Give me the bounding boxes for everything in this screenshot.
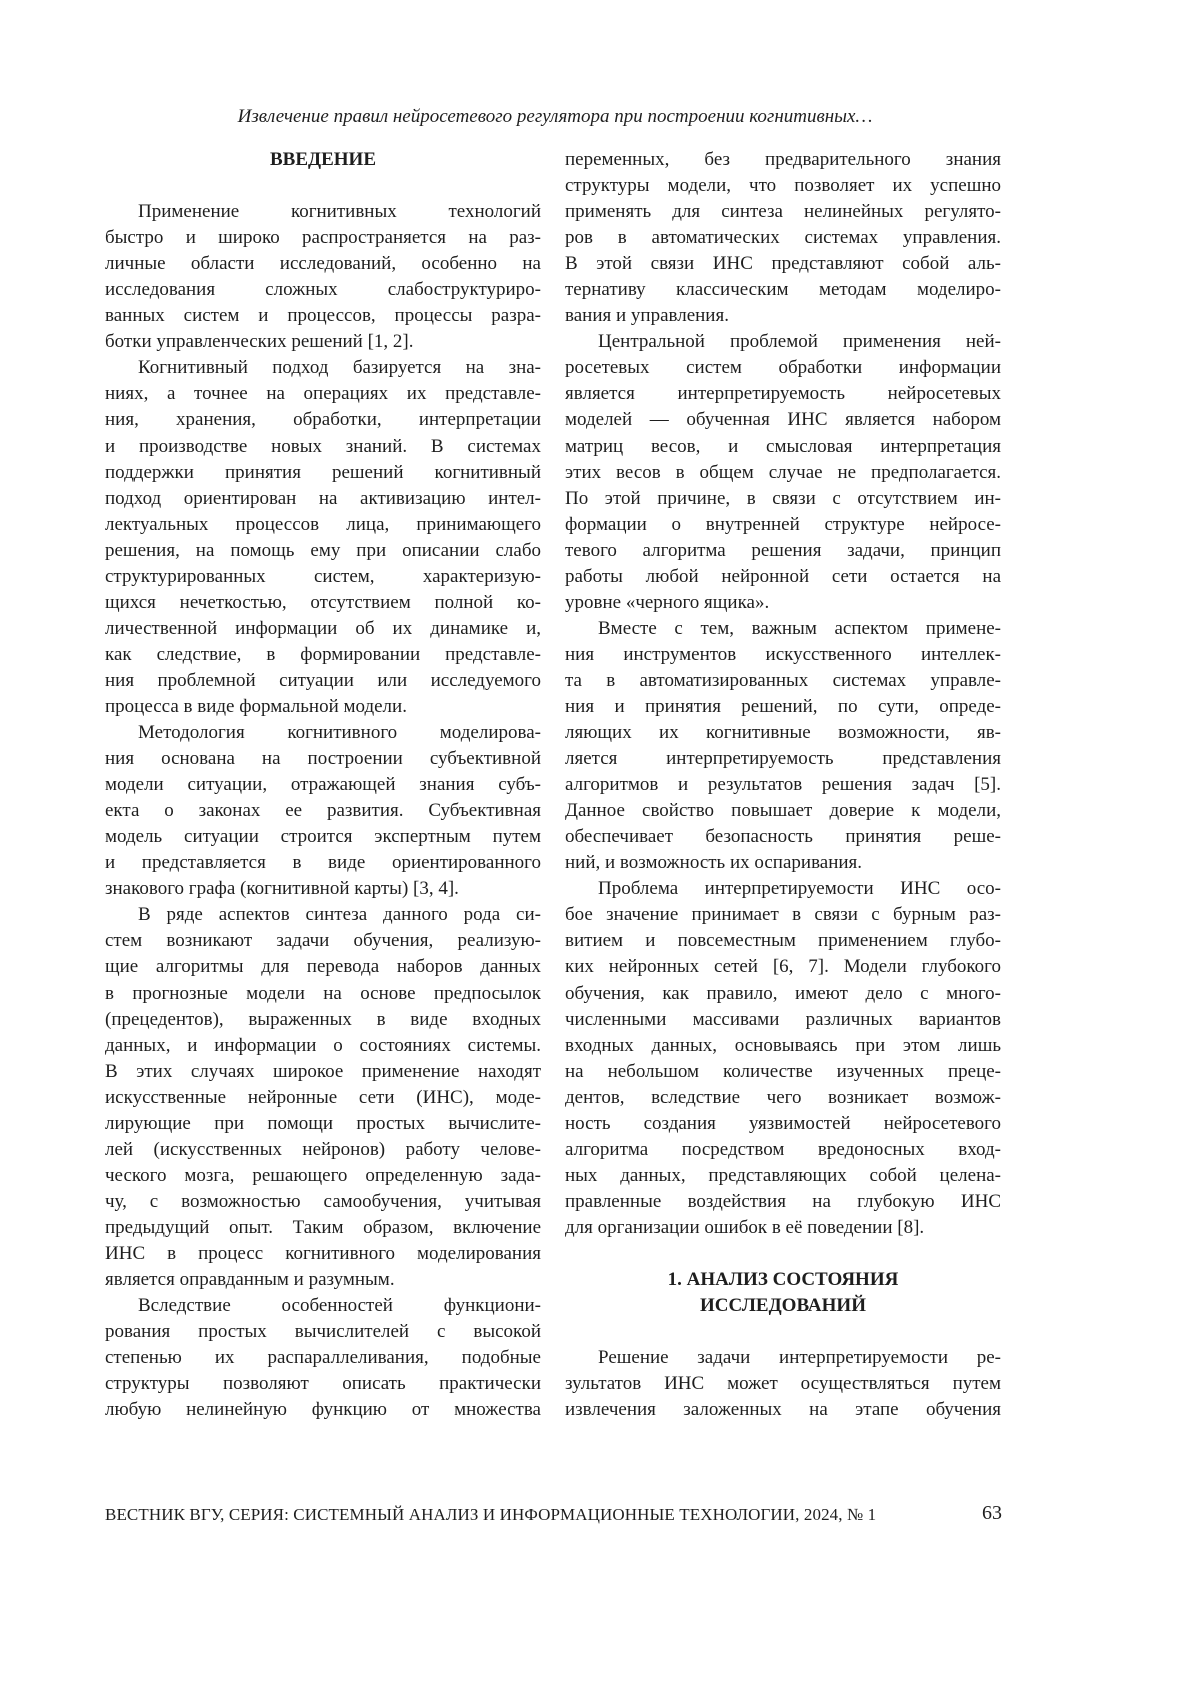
text-line: данных, и информации о состояниях системы.: [105, 1033, 541, 1059]
text-line: В этих случаях широкое применение находят: [105, 1059, 541, 1085]
text-line: структурированных систем, характеризую-: [105, 564, 541, 590]
text-line: ров в автоматических системах управления.: [565, 225, 1001, 251]
text-line: росетевых систем обработки информации: [565, 355, 1001, 381]
text-line: обучения, как правило, имеют дело с много-: [565, 981, 1001, 1007]
text-line: тевого алгоритма решения задачи, принцип: [565, 538, 1001, 564]
text-line: ботки управленческих решений [1, 2].: [105, 329, 541, 355]
text-line: степенью их распараллеливания, подобные: [105, 1345, 541, 1371]
text-line: знакового графа (когнитивной карты) [3, 4].: [105, 876, 541, 902]
text-line: извлечения заложенных на этапе обучения: [565, 1397, 1001, 1423]
text-line: исследования сложных слабоструктуриро-: [105, 277, 541, 303]
text-line: дентов, вследствие чего возникает возмож-: [565, 1085, 1001, 1111]
text-line: ких нейронных сетей [6, 7]. Модели глубокого: [565, 954, 1001, 980]
text-line: Методология когнитивного моделирова-: [105, 720, 541, 746]
text-line: модель ситуации строится экспертным путем: [105, 824, 541, 850]
text-line: уровне «черного ящика».: [565, 590, 1001, 616]
text-line: обеспечивает безопасность принятия реше-: [565, 824, 1001, 850]
text-line: применять для синтеза нелинейных регулято-: [565, 199, 1001, 225]
text-line: в прогнозные модели на основе предпосылок: [105, 981, 541, 1007]
text-line: этих весов в общем случае не предполагается.: [565, 460, 1001, 486]
paragraph: [105, 355, 541, 720]
text-line: (прецедентов), выраженных в виде входных: [105, 1007, 541, 1033]
paragraph: [565, 329, 1001, 616]
heading-line: 1. АНАЛИЗ СОСТОЯНИЯ: [565, 1267, 1001, 1293]
text-line: ния и принятия решений, по сути, опреде-: [565, 694, 1001, 720]
text-line: и представляется в виде ориентированного: [105, 850, 541, 876]
text-line: входных данных, основываясь при этом лишь: [565, 1033, 1001, 1059]
text-line: ния проблемной ситуации или исследуемого: [105, 668, 541, 694]
text-line: та в автоматизированных системах управле-: [565, 668, 1001, 694]
paragraph: [105, 199, 541, 355]
text-line: ляющих их когнитивные возможности, яв-: [565, 720, 1001, 746]
text-line: вания и управления.: [565, 303, 1001, 329]
text-line: алгоритма посредством вредоносных вход-: [565, 1137, 1001, 1163]
paragraph: [105, 1293, 541, 1423]
text-line: ИНС в процесс когнитивного моделирования: [105, 1241, 541, 1267]
text-line: лирующие при помощи простых вычислите-: [105, 1111, 541, 1137]
text-line: матриц весов, и смысловая интерпретация: [565, 434, 1001, 460]
paragraph: [565, 147, 1001, 329]
text-line: структуры позволяют описать практически: [105, 1371, 541, 1397]
text-line: переменных, без предварительного знания: [565, 147, 1001, 173]
heading-line: ВВЕДЕНИЕ: [105, 147, 541, 173]
text-line: поддержки принятия решений когнитивный: [105, 460, 541, 486]
running-head: Извлечение правил нейросетевого регулятора при построении когнитивных…: [105, 104, 1005, 130]
right-column: [565, 147, 1001, 1423]
text-line: лей (искусственных нейронов) работу челове-: [105, 1137, 541, 1163]
text-line: В ряде аспектов синтеза данного рода си-: [105, 902, 541, 928]
text-line: стем возникают задачи обучения, реализую-: [105, 928, 541, 954]
section-heading: [565, 1241, 1001, 1345]
text-line: ний, и возможность их оспаривания.: [565, 850, 1001, 876]
text-line: численными массивами различных вариантов: [565, 1007, 1001, 1033]
paragraph: [105, 720, 541, 902]
journal-footer: ВЕСТНИК ВГУ, СЕРИЯ: СИСТЕМНЫЙ АНАЛИЗ И ИНФОРМАЦИОННЫЕ ТЕХНОЛОГИИ, 2024, № 1: [105, 1502, 876, 1528]
text-line: витием и повсеместным применением глубо-: [565, 928, 1001, 954]
text-line: чу, с возможностью самообучения, учитывая: [105, 1189, 541, 1215]
text-line: является интерпретируемость нейросетевых: [565, 381, 1001, 407]
text-line: тернативу классическим методам моделиро-: [565, 277, 1001, 303]
text-line: зультатов ИНС может осуществляться путем: [565, 1371, 1001, 1397]
text-line: алгоритмов и результатов решения задач [5].: [565, 772, 1001, 798]
text-line: правленные воздействия на глубокую ИНС: [565, 1189, 1001, 1215]
heading-line: ИССЛЕДОВАНИЙ: [565, 1293, 1001, 1319]
text-line: ных данных, представляющих собой целена-: [565, 1163, 1001, 1189]
text-line: для организации ошибок в её поведении [8].: [565, 1215, 1001, 1241]
text-line: Решение задачи интерпретируемости ре-: [565, 1345, 1001, 1371]
text-line: моделей — обученная ИНС является набором: [565, 407, 1001, 433]
text-line: Применение когнитивных технологий: [105, 199, 541, 225]
text-line: личественной информации об их динамике и,: [105, 616, 541, 642]
text-line: ния основана на построении субъективной: [105, 746, 541, 772]
text-line: работы любой нейронной сети остается на: [565, 564, 1001, 590]
text-line: щихся нечеткостью, отсутствием полной ко-: [105, 590, 541, 616]
text-line: Вследствие особенностей функциони-: [105, 1293, 541, 1319]
text-line: екта о законах ее развития. Субъективная: [105, 798, 541, 824]
section-heading: [105, 147, 541, 199]
text-line: Вместе с тем, важным аспектом примене-: [565, 616, 1001, 642]
paragraph: [565, 616, 1001, 876]
text-line: Данное свойство повышает доверие к модели,: [565, 798, 1001, 824]
text-line: Центральной проблемой применения ней-: [565, 329, 1001, 355]
text-line: рования простых вычислителей с высокой: [105, 1319, 541, 1345]
text-line: лектуальных процессов лица, принимающего: [105, 512, 541, 538]
text-line: В этой связи ИНС представляют собой аль-: [565, 251, 1001, 277]
text-line: ния, хранения, обработки, интерпретации: [105, 407, 541, 433]
text-line: быстро и широко распространяется на раз-: [105, 225, 541, 251]
paragraph: [565, 876, 1001, 1241]
text-line: подход ориентирован на активизацию интел-: [105, 486, 541, 512]
text-line: структуры модели, что позволяет их успешно: [565, 173, 1001, 199]
text-line: ванных систем и процессов, процессы разра-: [105, 303, 541, 329]
text-line: модели ситуации, отражающей знания субъ-: [105, 772, 541, 798]
text-line: ниях, а точнее на операциях их представле-: [105, 381, 541, 407]
text-line: процесса в виде формальной модели.: [105, 694, 541, 720]
text-line: решения, на помощь ему при описании слабо: [105, 538, 541, 564]
text-line: предыдущий опыт. Таким образом, включение: [105, 1215, 541, 1241]
text-line: личные области исследований, особенно на: [105, 251, 541, 277]
text-line: Когнитивный подход базируется на зна-: [105, 355, 541, 381]
text-line: формации о внутренней структуре нейросе-: [565, 512, 1001, 538]
text-line: любую нелинейную функцию от множества: [105, 1397, 541, 1423]
text-line: ность создания уязвимостей нейросетевого: [565, 1111, 1001, 1137]
text-line: на небольшом количестве изученных преце-: [565, 1059, 1001, 1085]
text-line: ческого мозга, решающего определенную зада-: [105, 1163, 541, 1189]
page-number: 63: [982, 1500, 1002, 1526]
text-line: и производстве новых знаний. В системах: [105, 434, 541, 460]
text-line: бое значение принимает в связи с бурным раз-: [565, 902, 1001, 928]
text-line: искусственные нейронные сети (ИНС), моде-: [105, 1085, 541, 1111]
text-line: По этой причине, в связи с отсутствием ин-: [565, 486, 1001, 512]
text-line: является оправданным и разумным.: [105, 1267, 541, 1293]
text-line: щие алгоритмы для перевода наборов данных: [105, 954, 541, 980]
left-column: [105, 147, 541, 1423]
text-line: ния инструментов искусственного интеллек-: [565, 642, 1001, 668]
text-line: как следствие, в формировании представле-: [105, 642, 541, 668]
paragraph: [105, 902, 541, 1293]
paragraph: [565, 1345, 1001, 1423]
text-line: ляется интерпретируемость представления: [565, 746, 1001, 772]
text-line: Проблема интерпретируемости ИНС осо-: [565, 876, 1001, 902]
